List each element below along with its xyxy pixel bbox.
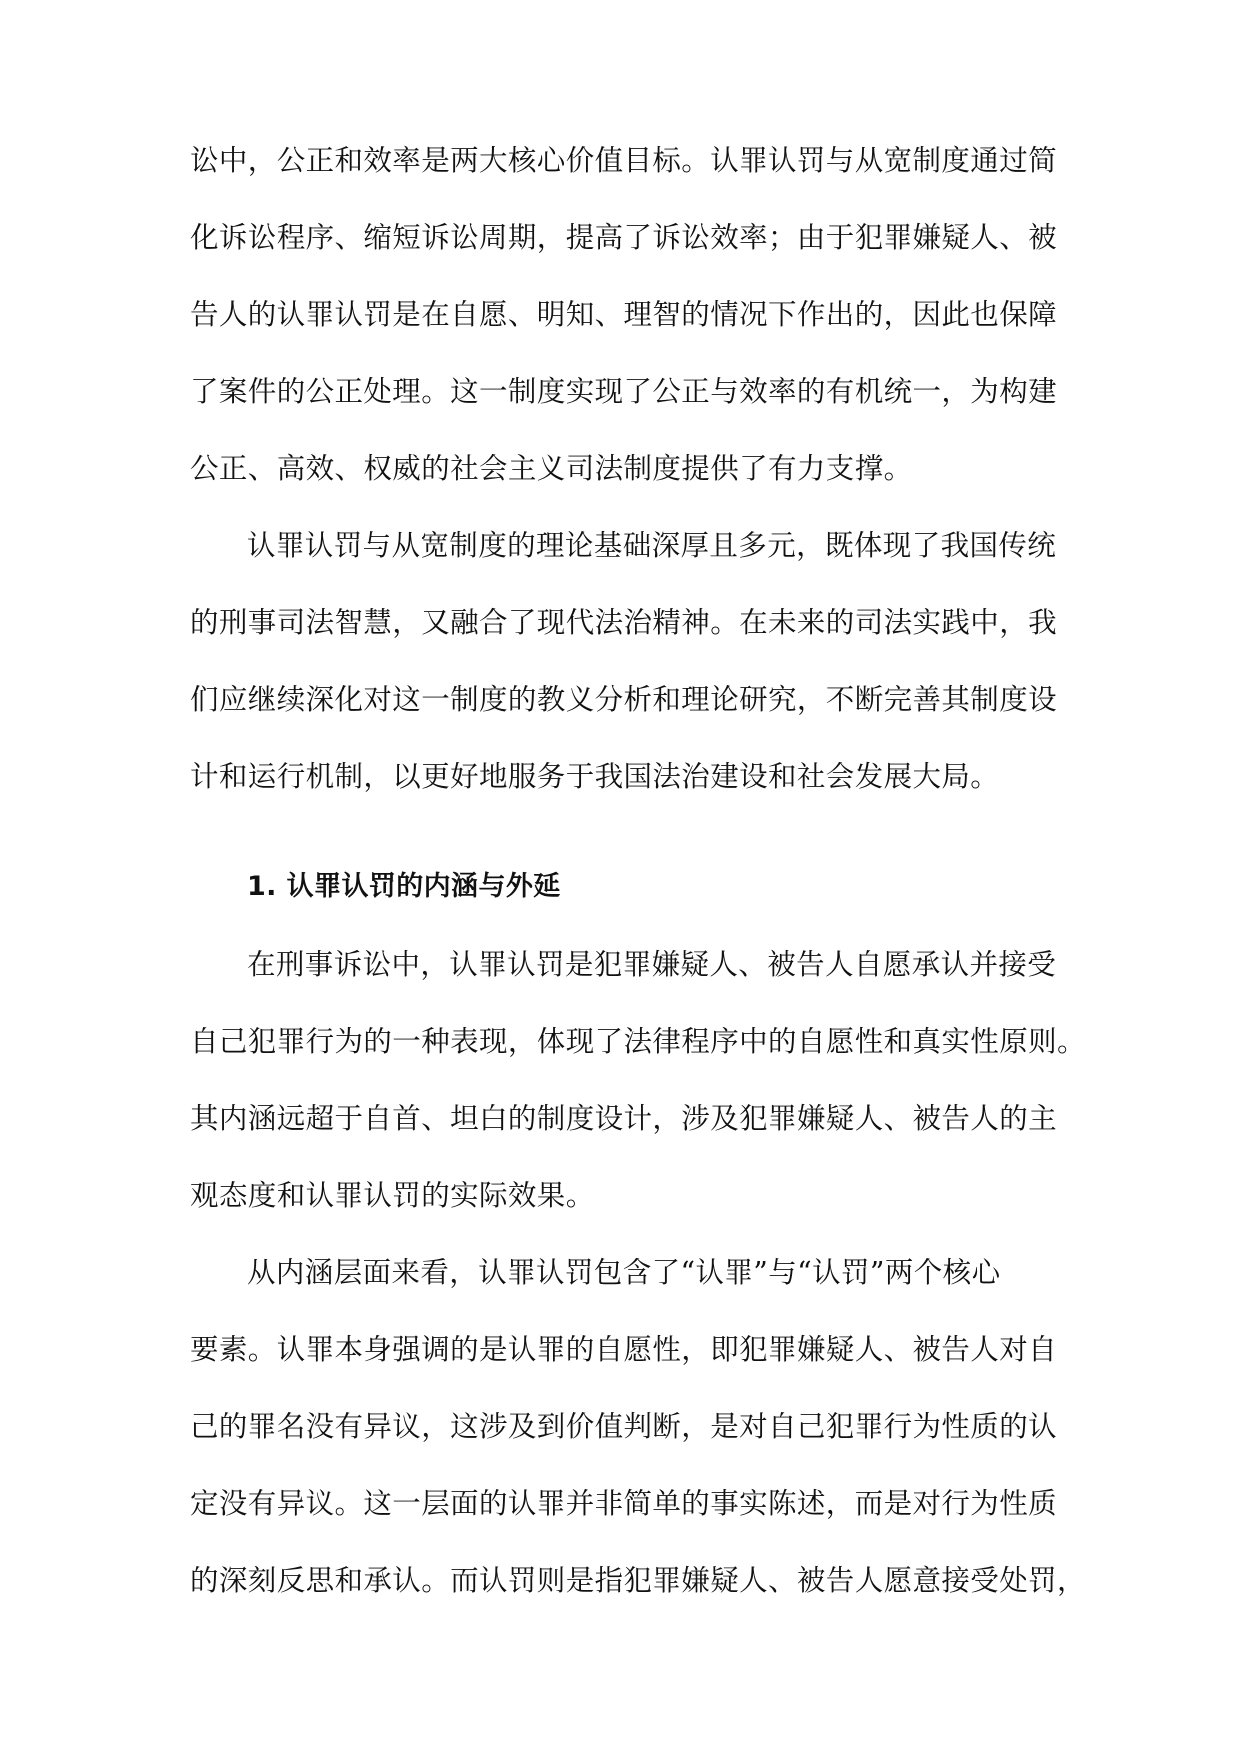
- section-heading: 1. 认罪认罚的内涵与外延: [247, 871, 561, 902]
- text-line: 的刑事司法智慧，又融合了现代法治精神。在未来的司法实践中，我: [190, 606, 1058, 639]
- text-line: 讼中，公正和效率是两大核心价值目标。认罪认罚与从宽制度通过简: [190, 144, 1058, 177]
- text-line: 己的罪名没有异议，这涉及到价值判断，是对自己犯罪行为性质的认: [190, 1410, 1058, 1443]
- text-line: 在刑事诉讼中，认罪认罚是犯罪嫌疑人、被告人自愿承认并接受: [247, 948, 1057, 981]
- text-line: 观态度和认罪认罚的实际效果。: [190, 1179, 595, 1212]
- text-line: 要素。认罪本身强调的是认罪的自愿性，即犯罪嫌疑人、被告人对自: [190, 1333, 1058, 1366]
- text-line: 们应继续深化对这一制度的教义分析和理论研究，不断完善其制度设: [190, 683, 1058, 716]
- text-line: 认罪认罚与从宽制度的理论基础深厚且多元，既体现了我国传统: [247, 529, 1057, 562]
- text-line: 告人的认罪认罚是在自愿、明知、理智的情况下作出的，因此也保障: [190, 298, 1058, 331]
- text-line: 自己犯罪行为的一种表现，体现了法律程序中的自愿性和真实性原则。: [190, 1025, 1086, 1058]
- text-line: 计和运行机制，以更好地服务于我国法治建设和社会发展大局。: [190, 760, 1000, 793]
- text-line: 的深刻反思和承认。而认罚则是指犯罪嫌疑人、被告人愿意接受处罚，: [190, 1564, 1086, 1597]
- text-line: 从内涵层面来看，认罪认罚包含了“认罪”与“认罚”两个核心: [247, 1256, 1001, 1289]
- text-line: 定没有异议。这一层面的认罪并非简单的事实陈述，而是对行为性质: [190, 1487, 1058, 1520]
- text-line: 公正、高效、权威的社会主义司法制度提供了有力支撑。: [190, 452, 913, 485]
- text-line: 了案件的公正处理。这一制度实现了公正与效率的有机统一，为构建: [190, 375, 1058, 408]
- text-line: 其内涵远超于自首、坦白的制度设计，涉及犯罪嫌疑人、被告人的主: [190, 1102, 1058, 1135]
- text-line: 化诉讼程序、缩短诉讼周期，提高了诉讼效率；由于犯罪嫌疑人、被: [190, 221, 1058, 254]
